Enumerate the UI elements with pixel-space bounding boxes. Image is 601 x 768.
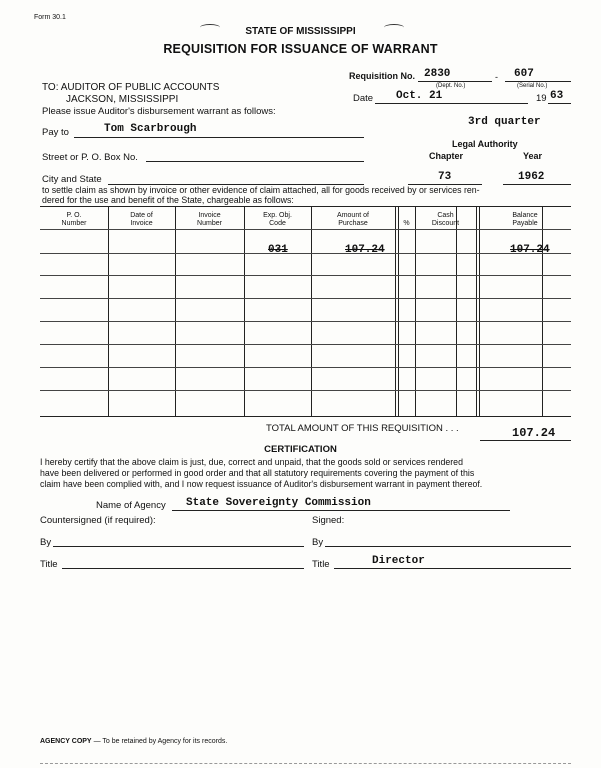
street-line [146,161,364,162]
pay-to-label: Pay to [42,127,69,138]
agency-line [172,510,510,511]
settle-text-2: dered for the use and benefit of the State, chargeable as follows: [42,195,294,205]
header-balance-payable: Balance Payable [512,212,538,227]
agency-copy-label: AGENCY COPY [40,738,92,745]
date-line [375,103,528,104]
year-line [548,103,571,104]
chapter-value: 73 [438,171,452,183]
header-exp-obj-code: Exp. Obj. Code [263,212,292,227]
agency-label: Name of Agency [96,500,166,511]
state-heading: STATE OF MISSISSIPPI [245,26,356,37]
year-label: Year [523,151,543,161]
countersigned-label: Countersigned (if required): [40,515,156,526]
header-cash-discount: Cash Discount [431,212,460,227]
pay-to-value: Tom Scarbrough [104,123,197,135]
title-label-right: Title [312,559,330,570]
to-auditor-line: TO: AUDITOR OF PUBLIC ACCOUNTS [42,82,220,93]
charges-table [40,206,571,416]
quarter-value: 3rd quarter [468,116,541,128]
dept-no-value: 2830 [424,68,451,80]
header-percent: % [403,220,410,227]
year-suffix: 63 [550,90,564,102]
bottom-edge [40,763,571,764]
requisition-label: Requisition No. [349,71,415,81]
year-value: 1962 [518,171,545,183]
header-amount-of-purchase: Amount of Purchase [337,212,369,227]
total-value: 107.24 [512,426,556,440]
retain-text: — To be retained by Agency for its records. [93,738,228,745]
certification-heading: CERTIFICATION [264,444,337,455]
date-label: Date [353,93,374,104]
year-prefix: 19 [536,93,547,104]
certification-line-3: claim have been complied with, and I now request issuance of Auditor's disbursement warrant in payment thereof. [40,479,483,489]
settle-text-1: to settle claim as shown by invoice or other evidence of claim attached, all for goods received by or services ren- [42,185,480,195]
total-line [480,440,571,441]
to-location-line: JACKSON, MISSISSIPPI [66,94,179,105]
dept-no-line [418,81,492,82]
city-label: City and State [42,174,102,185]
agency-value: State Sovereignty Commission [186,497,371,509]
by-label-right: By [312,537,324,548]
total-label: TOTAL AMOUNT OF THIS REQUISITION . . . [266,423,459,434]
instruction-text: Please issue Auditor's disbursement warrant as follows: [42,106,276,117]
form-number: Form 30.1 [34,14,66,21]
title-label-left: Title [40,559,58,570]
row-exp-code: 031 [268,244,288,256]
serial-no-line [505,81,571,82]
title-line-right [334,568,571,569]
row-amount: 107.24 [345,244,385,256]
footer-note [40,738,227,745]
certification-line-2: have been delivered or performed in good order and that all statutory requirements covering the payment of this [40,468,475,478]
header-invoice-number: Invoice Number [197,212,222,227]
serial-no-caption: (Serial No.) [517,83,548,89]
by-line-left [53,546,304,547]
form-title: REQUISITION FOR ISSUANCE OF WARRANT [163,42,438,56]
title-value: Director [372,555,425,567]
chapter-label: Chapter [429,151,464,161]
date-value: Oct. 21 [396,90,443,102]
header-po-number: P. O. Number [61,212,87,227]
street-label: Street or P. O. Box No. [42,152,138,163]
header-date-of-invoice: Date of Invoice [130,212,153,227]
legal-authority-label: Legal Authority [452,139,518,149]
signed-label: Signed: [312,515,345,526]
dept-no-caption: (Dept. No.) [436,83,466,89]
serial-no-value: 607 [514,68,534,80]
row-balance: 107.24 [510,244,550,256]
by-label-left: By [40,537,52,548]
title-line-left [62,568,304,569]
certification-line-1: I hereby certify that the above claim is just, due, correct and unpaid, that the goods sold or services rendered [40,457,463,467]
pay-to-line [74,137,364,138]
year-value-line [503,184,571,185]
by-line-right [325,546,571,547]
